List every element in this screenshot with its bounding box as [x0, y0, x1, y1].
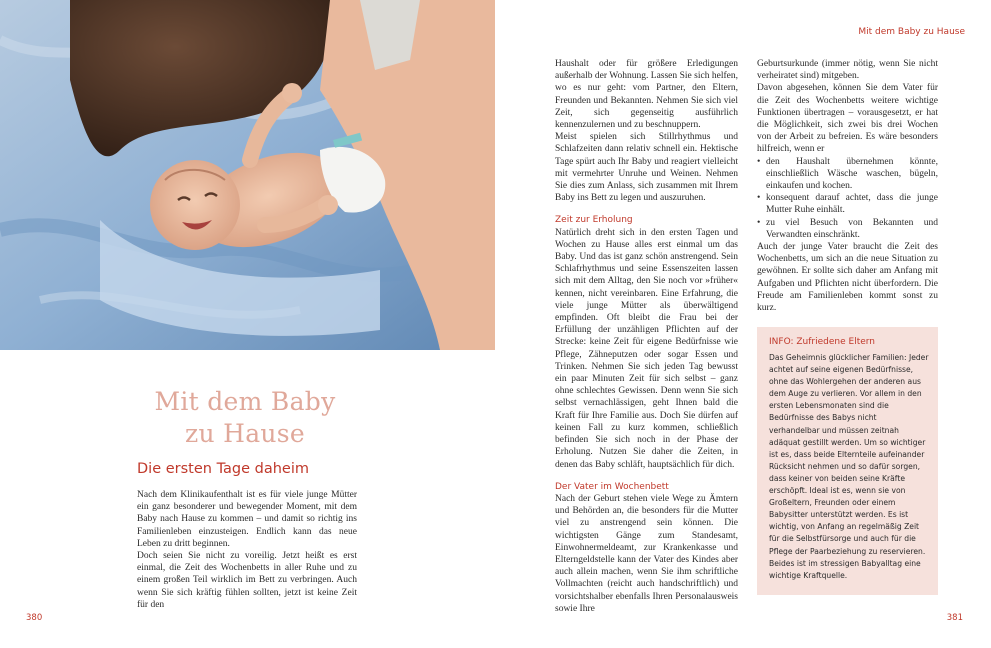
page-number-left: 380 [26, 613, 43, 623]
subheading-erholung: Zeit zur Erholung [555, 215, 633, 226]
bullet-list [757, 156, 938, 241]
subheading-vater: Der Vater im Wochenbett [555, 481, 669, 492]
paragraph: Nach dem Klinikaufenthalt ist es für viele junge Mütter ein ganz besonderer und bewegender Moment, mit dem Baby nach Hause zu kommen – und damit so richtig ins Familienleben einzusteigen. Endlich kann das neue Leben zu dritt beginnen. [137, 490, 357, 549]
chapter-title [120, 386, 370, 450]
mother-baby-photo [0, 0, 495, 350]
chapter-title-line2: zu Hause [184, 419, 306, 448]
list-item: • zu viel Besuch von Bekannten und Verwandten einschränkt. [757, 217, 938, 241]
paragraph: Meist spielen sich Stillrhythmus und Schlafzeiten dann relativ schnell ein. Hektische Tage spürt auch Ihr Baby und reagiert vielleicht mit vermehrter Unruhe und Weinen. Nehmen Sie dies zum Anlass, sich zusammen mit Ihrem Baby ins Bett zu legen und auszuruhen. [555, 132, 738, 204]
paragraph: Davon abgesehen, können Sie dem Vater für die Zeit des Wochenbetts weitere wichtige Funktionen übertragen – vorausgesetzt, er hat die Möglichkeit, sich zwei bis drei Wochen von der Arbeit zu befreien. Es wäre besonders hilfreich, wenn er [757, 83, 938, 155]
chapter-title-line1: Mit dem Baby [154, 387, 336, 416]
list-item: • den Haushalt übernehmen könnte, einschließlich Wäsche waschen, bügeln, einkaufen und kochen. [757, 156, 938, 193]
paragraph: Natürlich dreht sich in den ersten Tagen und Wochen zu Hause alles erst einmal um das Baby. Und das ist ganz schön anstrengend. Sein Schlafrhythmus und seine Essenszeiten lassen sich mit dem Alltag, den Sie noch vor »früher« kennen, nicht vereinbaren. Eine Erfahrung, die viele junge Mütter als überwältigend empfinden. Oft bleibt die Frau bei der Erfüllung der unzähligen Pflichten auf der Strecke: keine Zeit für eigene Bedürfnisse wie Pflege, Zähneputzen oder sogar Essen und Trinken. Nehmen Sie sich jeden Tag bewusst ein paar Minuten Zeit für sich selbst – ganz ohne schlechtes Gewissen. Denn wenn Sie sich selbst vernachlässigen, geht Ihnen bald die Kraft für Ihre Familie aus. Doch Sie dürfen auf keinen Fall zu kurz kommen, schließlich befinden Sie sich noch in der Phase der Erholung. Nutzen Sie daher die Zeiten, in denen das Baby schläft, hauptsächlich für dich. [555, 227, 738, 470]
info-box [757, 327, 938, 595]
column-1 [137, 489, 357, 611]
column-2 [555, 58, 738, 615]
photo-illustration [0, 0, 495, 350]
paragraph: Geburtsurkunde (immer nötig, wenn Sie nicht verheiratet sind) mitgeben. [757, 59, 938, 82]
page-number-right: 381 [946, 613, 963, 623]
list-item: • konsequent darauf achtet, dass die junge Mutter Ruhe einhält. [757, 192, 938, 216]
paragraph: Doch seien Sie nicht zu voreilig. Jetzt heißt es erst einmal, die Zeit des Wochenbetts in aller Ruhe und zu einem großen Teil wirklich im Bett zu verbringen. Auch wenn Sie sich kräftig fühlen sollten, jetzt ist keine Zeit für den [137, 551, 357, 610]
paragraph: Auch der junge Vater braucht die Zeit des Wochenbetts, um sich an die neue Situation zu gewöhnen. Er sollte sich daher am Anfang mit Aufgaben und Pflichten nicht überfordern. Die Freude am Familienleben kommt sonst zu kurz. [757, 242, 938, 314]
running-head: Mit dem Baby zu Hause [858, 27, 965, 37]
column-3 [757, 58, 938, 314]
paragraph: Haushalt oder für größere Erledigungen außerhalb der Wohnung. Lassen Sie sich helfen, wo es nur geht: vom Partner, den Eltern, Freunden und Bekannten. Nehmen Sie sich viel Zeit, sich gegenseitig ausführlich kennenzulernen und zu beschnuppern. [555, 59, 738, 131]
info-text: Das Geheimnis glücklicher Familien: Jeder achtet auf seine eigenen Bedürfnisse, ohne das Wohlergehen der anderen aus dem Auge zu verlieren. Vor allem in den ersten Lebensmonaten sind die Bedürfnisse des Babys nicht verhandelbar und müssen zeitnah adäquat gestillt werden. Um so wichtiger ist es, dass beide Elternteile aufeinander Rücksicht nehmen und so dafür sorgen, dass keiner von beiden seine Kräfte erschöpft. Ideal ist es, wenn sie von Großeltern, Freunden oder einem Babysitter unterstützt werden. Es ist wichtig, von Anfang an regelmäßig Zeit für die Selbstfürsorge und auch für die Pflege der Paarbeziehung zu reservieren. Beides ist im stressigen Babyalltag eine wichtige Kraftquelle. [769, 353, 929, 580]
section-heading: Die ersten Tage daheim [137, 461, 309, 477]
info-title: INFO: Zufriedene Eltern [769, 337, 876, 347]
paragraph: Nach der Geburt stehen viele Wege zu Ämtern und Behörden an, die besonders für die Mutter viel zu anstrengend sein können. Die wichtigsten Gänge zum Standesamt, Einwohnermeldeamt, zur Krankenkasse und Elterngeldstelle kann der Vater des Kindes aber auch allein machen, wenn Sie ihm schriftliche Vollmachten (reicht auch handschriftlich) und vorsichtshalber ebenfalls Ihren Personalausweis sowie Ihre [555, 493, 738, 614]
